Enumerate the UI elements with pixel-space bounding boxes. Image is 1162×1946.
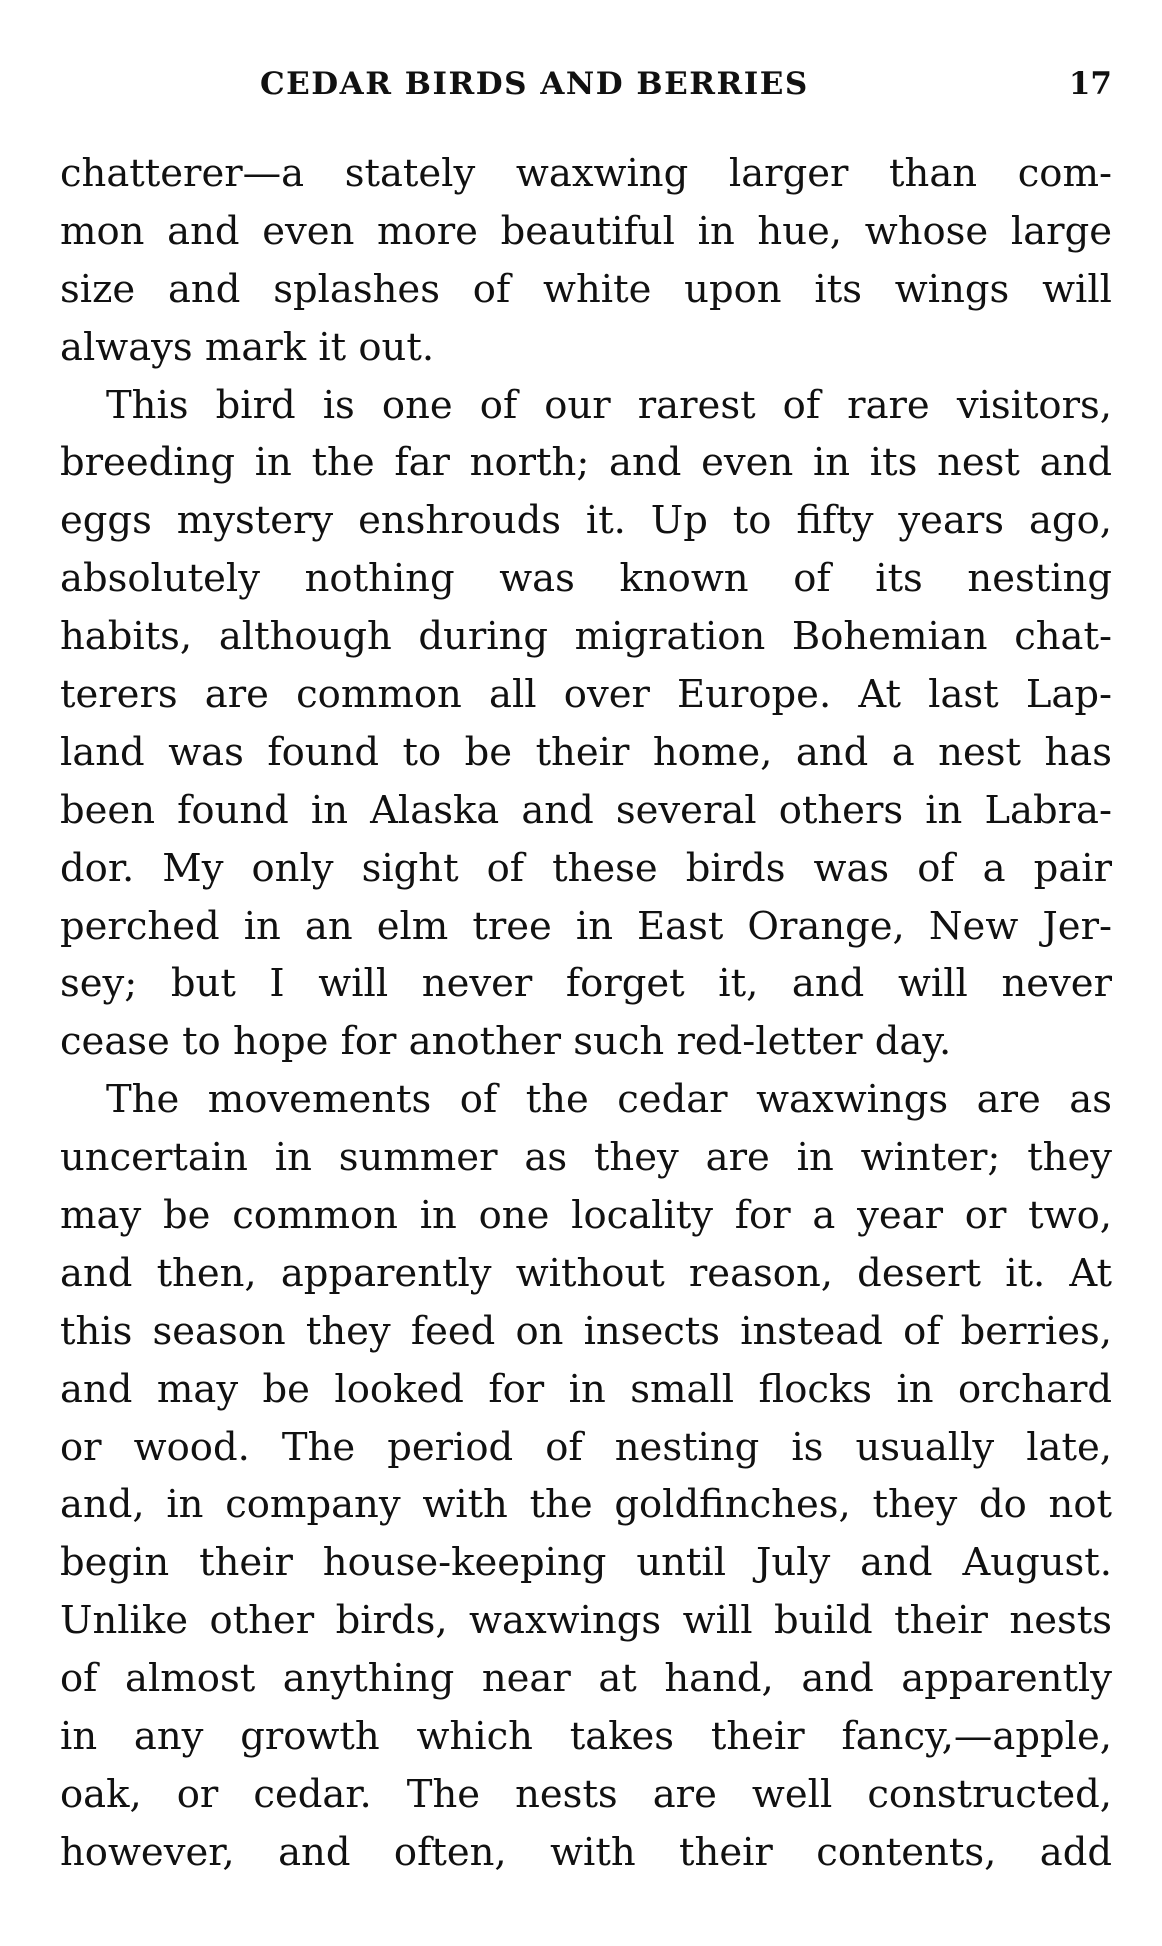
- text-line: mon and even more beautiful in hue, whose large: [60, 208, 1112, 254]
- text-line: Unlike other birds, waxwings will build their nests: [60, 1598, 1112, 1644]
- text-line: however, and often, with their contents, add: [60, 1829, 1112, 1875]
- body-text: [60, 145, 1112, 1882]
- text-line: oak, or cedar. The nests are well constructed,: [60, 1771, 1112, 1817]
- text-line: chatterer—a stately waxwing larger than com-: [60, 151, 1112, 196]
- text-line: and may be looked for in small flocks in orchard: [60, 1366, 1112, 1412]
- text-line: sey; but I will never forget it, and will never: [60, 961, 1112, 1007]
- text-line: eggs mystery enshrouds it. Up to fifty years ago,: [60, 498, 1112, 544]
- text-line: habits, although during migration Bohemian chat-: [60, 614, 1112, 660]
- text-line: or wood. The period of nesting is usually late,: [60, 1424, 1112, 1470]
- text-line: dor. My only sight of these birds was of a pair: [60, 845, 1112, 891]
- text-line: this season they feed on insects instead of berries,: [60, 1308, 1112, 1354]
- text-line: This bird is one of our rarest of rare visitors,: [106, 382, 1112, 428]
- text-line: begin their house-keeping until July and August.: [60, 1540, 1112, 1586]
- running-title: CEDAR BIRDS AND BERRIES: [260, 66, 809, 102]
- text-line: and then, apparently without reason, desert it. At: [60, 1250, 1112, 1296]
- text-line: been found in Alaska and several others in Labra-: [60, 787, 1112, 833]
- text-line: absolutely nothing was known of its nesting: [60, 556, 1112, 602]
- text-line: cease to hope for another such red-letter day.: [60, 1019, 952, 1065]
- text-line: The movements of the cedar waxwings are as: [106, 1077, 1112, 1123]
- text-line: breeding in the far north; and even in its nest and: [60, 440, 1112, 486]
- text-line: may be common in one locality for a year or two,: [60, 1193, 1112, 1239]
- text-line: in any growth which takes their fancy,—apple,: [60, 1714, 1112, 1760]
- text-line: and, in company with the goldfinches, they do not: [60, 1482, 1112, 1528]
- text-line: perched in an elm tree in East Orange, New Jer-: [60, 903, 1112, 949]
- page-number: 17: [1068, 66, 1112, 102]
- running-head: [60, 66, 1112, 106]
- text-line: always mark it out.: [60, 324, 435, 370]
- text-line: uncertain in summer as they are in winter; they: [60, 1135, 1112, 1181]
- text-line: land was found to be their home, and a nest has: [60, 729, 1112, 775]
- text-line: size and splashes of white upon its wings will: [60, 266, 1112, 312]
- text-line: terers are common all over Europe. At last Lap-: [60, 672, 1112, 718]
- text-line: of almost anything near at hand, and apparently: [60, 1656, 1112, 1702]
